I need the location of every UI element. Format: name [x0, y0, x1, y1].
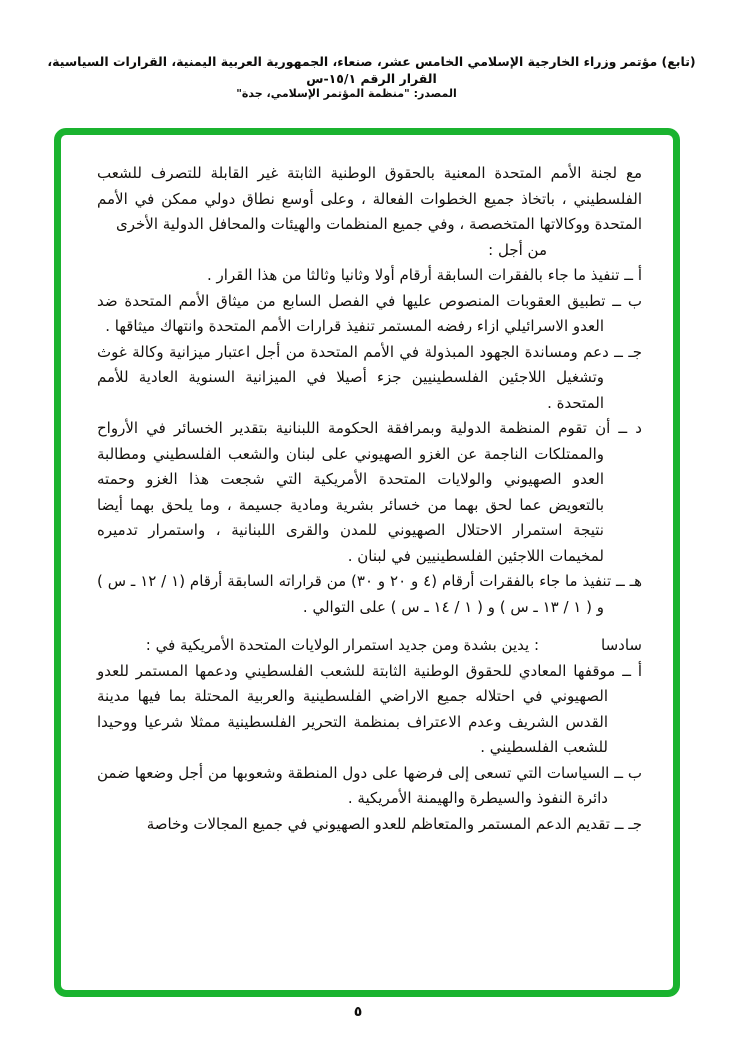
clause-b1-text: تطبيق العقوبات المنصوص عليها في الفصل السابع من ميثاق الأمم المتحدة ضد العدو الاسرائيلي ازاء رفضه المستمر تنفيذ قرارات الأمم المتحدة وانتهاك ميثاقها . — [97, 291, 606, 335]
clause-a1-label: أ ــ — [624, 266, 642, 284]
intro-paragraph: مع لجنة الأمم المتحدة المعنية بالحقوق الوطنية الثابتة غير القابلة للتصرف للشعب الفلسطيني ، باتخاذ جميع الخطوات الفعالة ، وعلى أوسع نطاق دولي ممكن في الأمم المتحدة ووكالاتها المتخصصة ، وفي جميع المنظمات والهيئات والمحافل الدولية الأخرى — [97, 164, 642, 233]
sixthly-label: سادسا — [601, 636, 642, 654]
clause-h1-text: تنفيذ ما جاء بالفقرات أرقام (٤ و ٢٠ و ٣٠) من قراراته السابقة أرقام (١ / ١٢ ـ س ) و ( ١ / ١٣ ـ س ) و ( ١ / ١٤ ـ س ) على التوالي . — [97, 572, 612, 616]
intro-tail-line: من أجل : — [488, 240, 547, 259]
clause-b2-label: ب ــ — [614, 763, 642, 782]
document-source-line: المصدر: "منظمة المؤتمر الإسلامي، جدة" — [236, 87, 457, 100]
clause-a2-label: أ ــ — [622, 661, 643, 680]
clause-b1 — [97, 289, 642, 340]
clause-d1 — [97, 416, 642, 569]
clause-j2 — [97, 812, 642, 838]
clause-h1-label: هـ ــ — [616, 572, 642, 590]
clause-j1 — [97, 340, 642, 417]
clause-j2-label: جـ ــ — [614, 814, 642, 833]
clause-j1-text: دعم ومساندة الجهود المبذولة في الأمم المتحدة من أجل اعتبار ميزانية وكالة غوث وتشغيل اللاجئين الفلسطينيين جزء أصيلا في الميزانية السنوية العادية للأمم المتحدة . — [97, 342, 609, 412]
document-body — [97, 161, 642, 837]
page-number: ٥ — [353, 1004, 363, 1020]
clause-b2-text: السياسات التي تسعى إلى فرضها على دول المنطقة وشعوبها من أجل وضعها ضمن دائرة النفوذ والسيطرة والهيمنة الأمريكية . — [97, 763, 610, 807]
sixthly-text: : يدين بشدة ومن جديد استمرار الولايات المتحدة الأمريكية في : — [145, 636, 540, 654]
sixthly-row — [97, 633, 642, 659]
clause-h1 — [97, 569, 642, 620]
document-header-title: (تابع) مؤتمر وزراء الخارجية الإسلامي الخامس عشر، صنعاء، الجمهورية العربية اليمنية، القرارات السياسية، القرار الرقم ١٥/١-س — [47, 54, 696, 86]
green-border-frame — [54, 128, 680, 997]
clause-b2 — [97, 761, 642, 812]
clause-a2 — [97, 659, 642, 761]
clause-d1-label: د ــ — [618, 419, 642, 437]
clause-j2-text: تقديم الدعم المستمر والمتعاظم للعدو الصهيوني في جميع المجالات وخاصة — [146, 814, 610, 833]
clause-a2-text: موقفها المعادي للحقوق الوطنية الثابتة للشعب الفلسطيني ودعمها المستمر للعدو الصهيوني في احتلاله جميع الاراضي الفلسطينية والعربية المحتلة بما فيها مدينة القدس الشريف وعدم الاعتراف بمنظمة التحرير الفلسطينية ممثلا شرعيا ووحيدا للشعب الفلسطيني . — [97, 661, 616, 756]
clause-b1-label: ب ــ — [612, 291, 642, 310]
clause-d1-text: أن تقوم المنظمة الدولية وبمرافقة الحكومة اللبنانية بتقدير الخسائر في الأرواح والممتلكات الناجمة عن الغزو الصهيوني على لبنان والشعب الفلسطيني ومطالبة العدو الصهيوني والولايات المتحدة الأمريكية التي شجعت هذا الغزو وحمته بالتعويض عما لحق بهما من خسائر بشرية ومادية جسيمة ، وما يلحق بهما أيضا نتيجة استمرار الاحتلال الصهيوني للمدن والقرى اللبنانية ، واستمرار تدميره لمخيمات اللاجئين الفلسطينيين في لبنان . — [97, 419, 611, 565]
clause-j1-label: جـ ــ — [614, 342, 642, 361]
clause-a1-text: تنفيذ ما جاء بالفقرات السابقة أرقام أولا وثانيا وثالثا من هذا القرار . — [207, 266, 620, 284]
clause-a1 — [97, 263, 642, 289]
